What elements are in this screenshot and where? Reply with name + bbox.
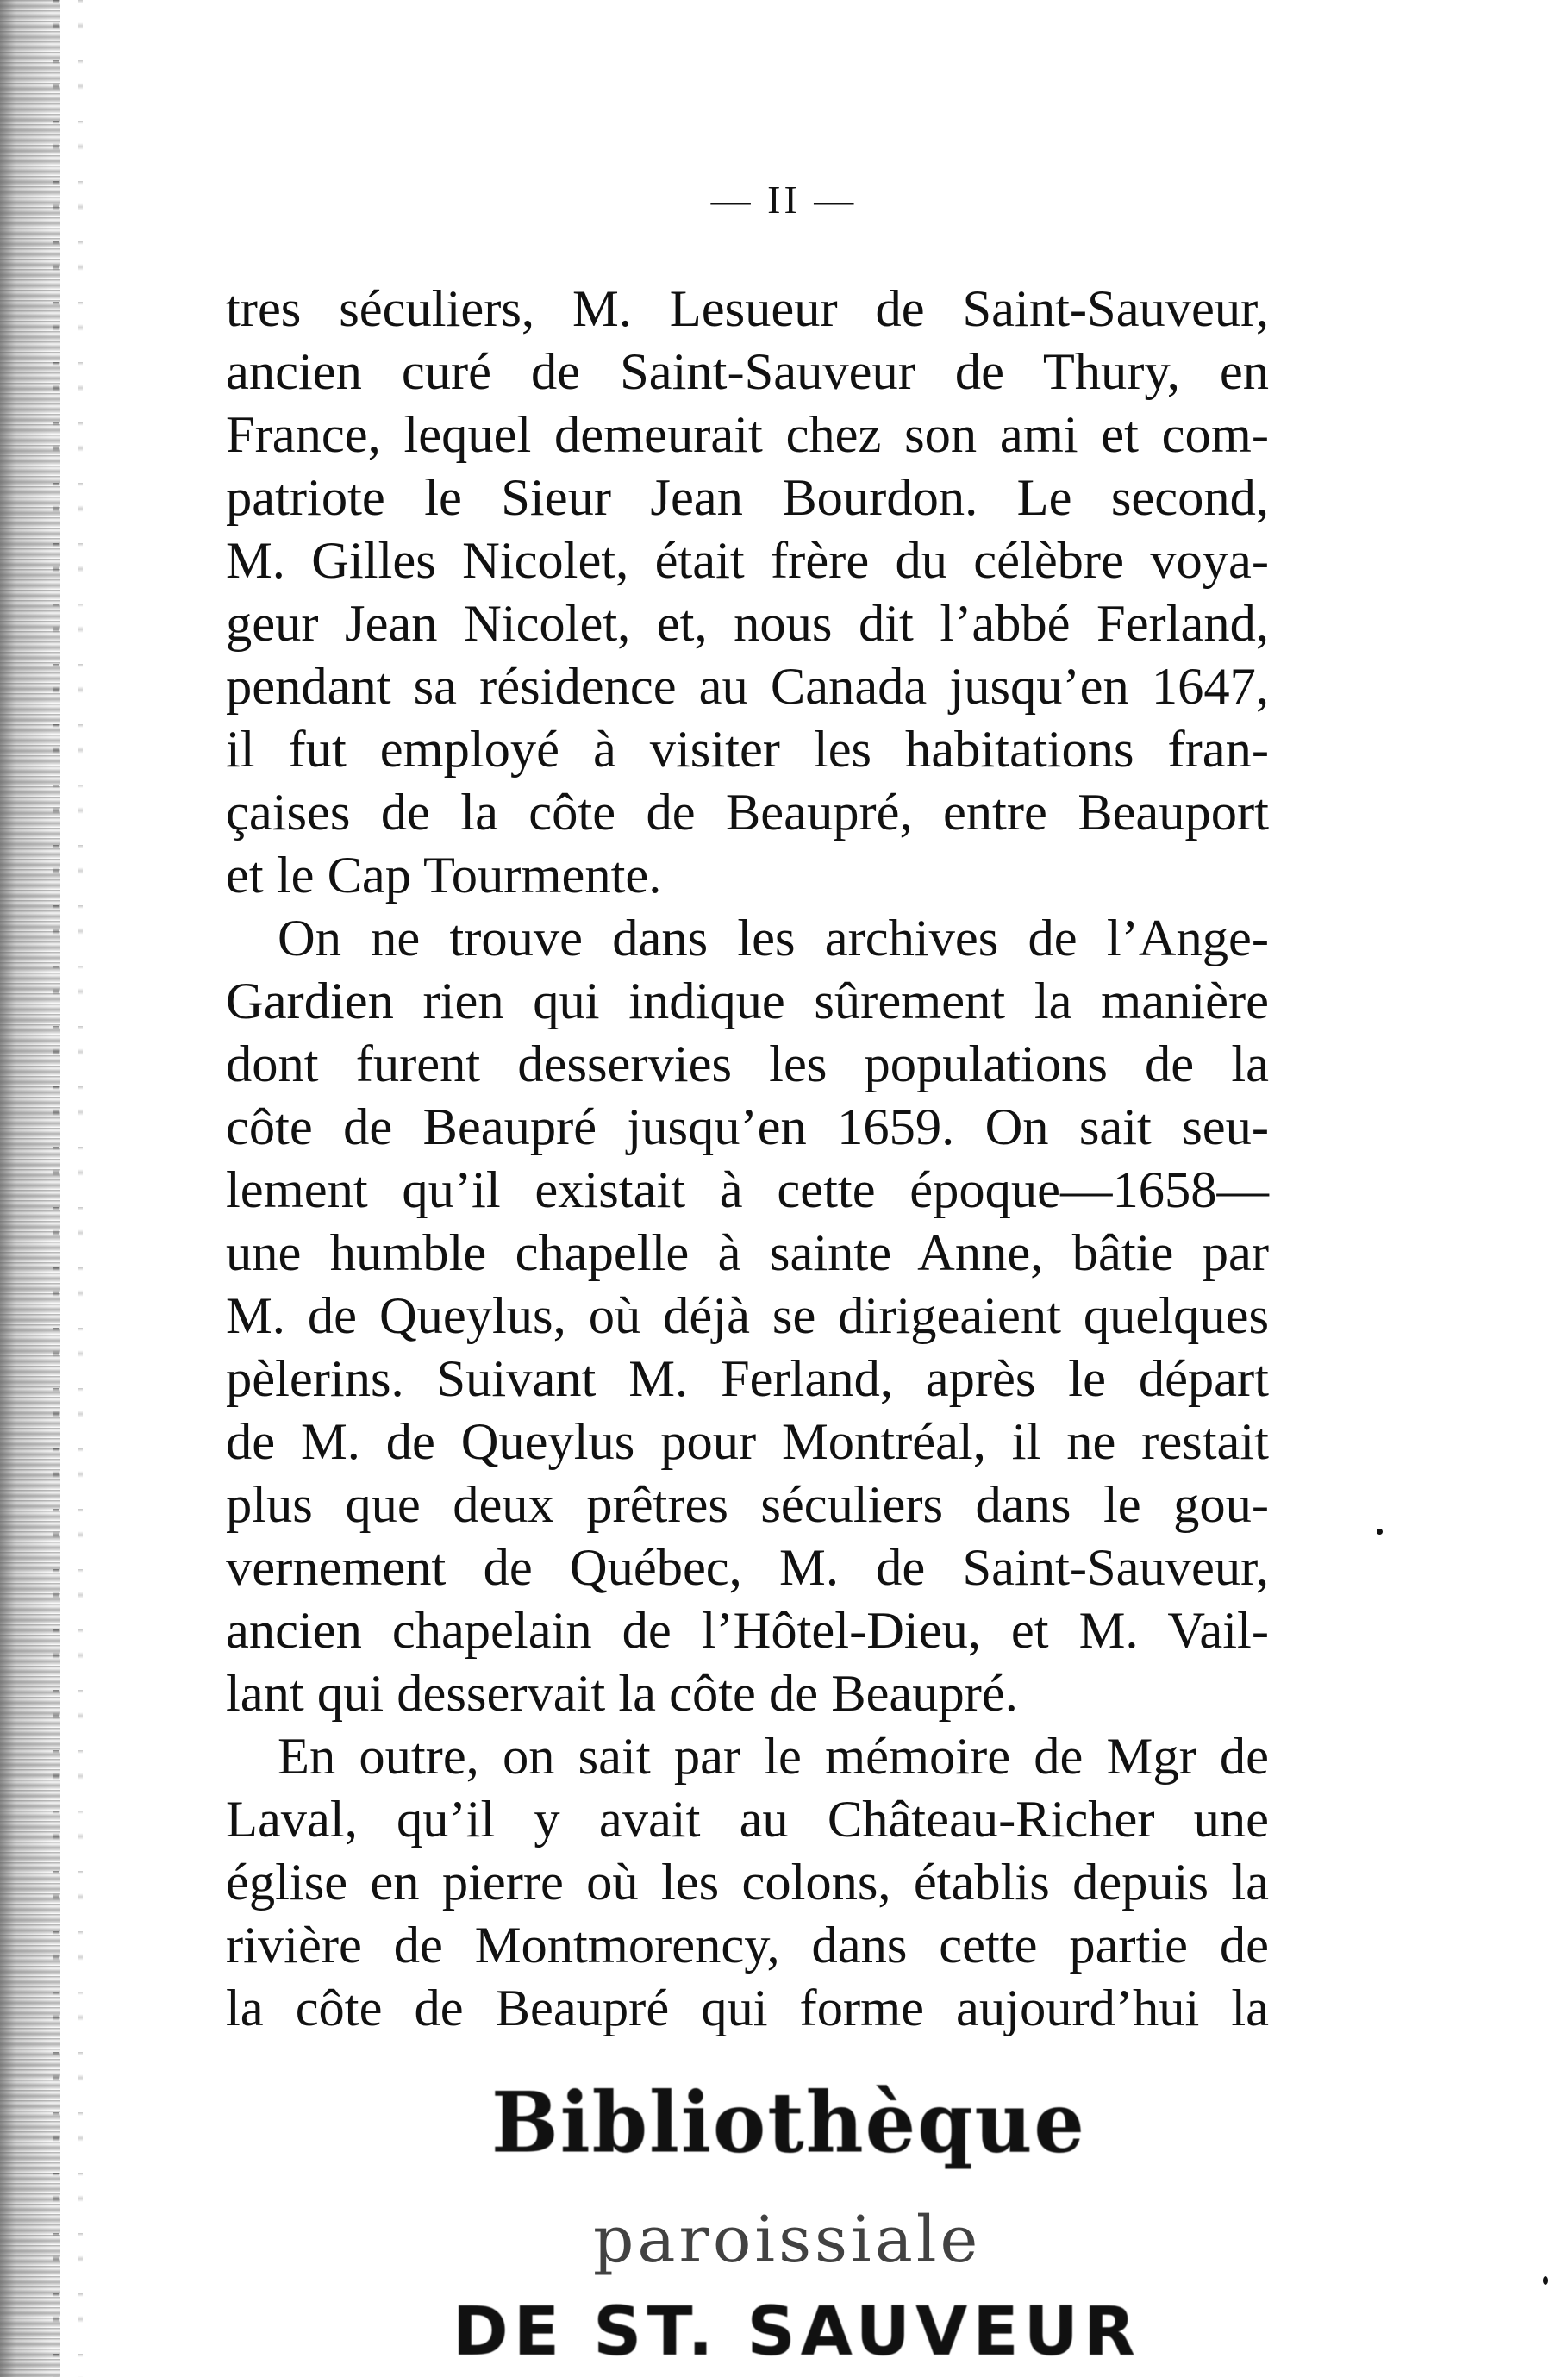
text-line: côte de Beaupré jusqu’en 1659. On sait seu-: [226, 1098, 1269, 1156]
text-line: çaises de la côte de Beaupré, entre Beauport: [226, 784, 1269, 841]
body-text: [226, 278, 1269, 2040]
text-line: On ne trouve dans les archives de l’Ange-: [278, 910, 1269, 967]
text-line: il fut employé à visiter les habitations fran-: [226, 721, 1269, 779]
text-line: dont furent desservies les populations de la: [226, 1035, 1269, 1093]
text-line: rivière de Montmorency, dans cette partie de: [226, 1917, 1269, 1974]
library-stamp-subtitle: paroissiale: [593, 2203, 982, 2277]
text-line: Laval, qu’il y avait au Château-Richer une: [226, 1791, 1269, 1848]
text-line: ancien curé de Saint-Sauveur de Thury, en: [226, 343, 1269, 401]
text-line: M. Gilles Nicolet, était frère du célèbre voya-: [226, 532, 1269, 590]
text-line: En outre, on sait par le mémoire de Mgr de: [278, 1728, 1269, 1786]
text-line: une humble chapelle à sainte Anne, bâtie par: [226, 1224, 1269, 1282]
text-line: Gardien rien qui indique sûrement la manière: [226, 973, 1269, 1030]
text-line: patriote le Sieur Jean Bourdon. Le second,: [226, 469, 1269, 527]
text-line: plus que deux prêtres séculiers dans le gou-: [226, 1476, 1269, 1534]
text-line: France, lequel demeurait chez son ami et com-: [226, 406, 1269, 464]
text-line: et le Cap Tourmente.: [226, 847, 662, 904]
text-line: M. de Queylus, où déjà se dirigeaient quelques: [226, 1287, 1269, 1345]
text-line: pendant sa résidence au Canada jusqu’en 1647,: [226, 658, 1269, 716]
text-line: de M. de Queylus pour Montréal, il ne restait: [226, 1413, 1269, 1471]
text-line: lement qu’il existait à cette époque—1658—: [226, 1161, 1269, 1219]
text-line: église en pierre où les colons, établis depuis la: [226, 1854, 1269, 1911]
text-line: vernement de Québec, M. de Saint-Sauveur,: [226, 1539, 1269, 1597]
text-line: lant qui desservait la côte de Beaupré.: [226, 1665, 1018, 1723]
page-number: — II —: [710, 178, 858, 222]
text-line: ancien chapelain de l’Hôtel-Dieu, et M. Vail-: [226, 1602, 1269, 1660]
text-line: geur Jean Nicolet, et, nous dit l’abbé Ferland,: [226, 595, 1269, 653]
scan-specks: [53, 0, 59, 2377]
scan-specks: [78, 0, 83, 2377]
text-line: tres séculiers, M. Lesueur de Saint-Sauveur,: [226, 280, 1269, 338]
stray-mark: [1543, 2276, 1548, 2285]
scan-edge: [0, 0, 60, 2377]
library-stamp-location: DE ST. SAUVEUR: [453, 2293, 1141, 2371]
text-line: la côte de Beaupré qui forme aujourd’hui la: [226, 1980, 1269, 2037]
text-line: pèlerins. Suivant M. Ferland, après le départ: [226, 1350, 1269, 1408]
library-stamp-title: Bibliothèque: [491, 2074, 1086, 2172]
stray-mark: [1377, 1529, 1383, 1535]
